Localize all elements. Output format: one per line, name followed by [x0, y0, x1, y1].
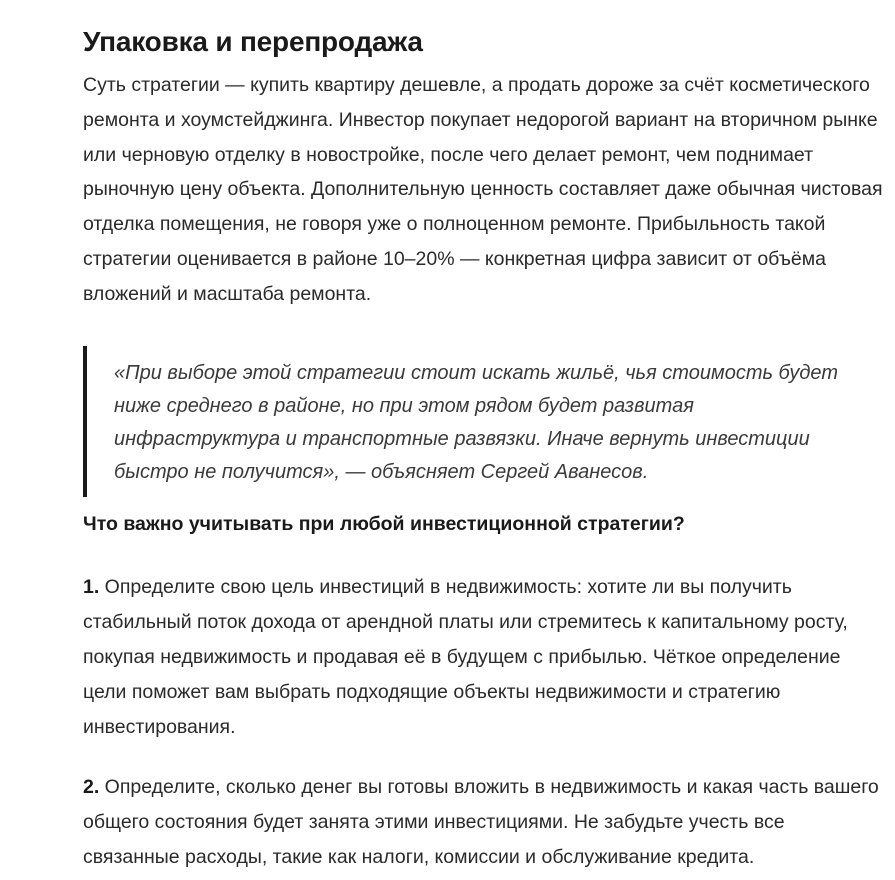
list-item-number: 2.	[83, 776, 100, 799]
list-item-text: Определите, сколько денег вы готовы вложить в недвижимость и какая часть вашего общего состояния будет занята этими инвестициями. Не забудьте учесть все связанные расходы, такие как налоги, комиссии и обслуживание кредита.	[83, 776, 879, 868]
expert-quote	[83, 346, 844, 498]
list-item-text: Определите свою цель инвестиций в недвижимость: хотите ли вы получить стабильный поток дохода от арендной платы или стремитесь к капитальному росту, покупая недвижимость и продавая её в будущем с прибылью. Чёткое определение цели поможет вам выбрать подходящие объекты недвижимости и стратегию инвестирования.	[83, 576, 848, 738]
tips-heading: Что важно учитывать при любой инвестиционной стратегии?	[83, 513, 685, 536]
article-body	[83, 0, 883, 875]
list-item	[83, 770, 883, 874]
section-heading: Упаковка и перепродажа	[83, 26, 423, 57]
strategy-paragraph: Суть стратегии — купить квартиру дешевле, а продать дороже за счёт косметического ремонта и хоумстейджинга. Инвестор покупает недорогой вариант на вторичном рынке или черновую отделку в новостройке, после чего делает ремонт, чем поднимает рыночную цену объекта. Дополнительную ценность составляет даже обычная чистовая отделка помещения, не говоря уже о полноценном ремонте. Прибыльность такой стратегии оценивается в районе 10–20% — конкретная цифра зависит от объёма вложений и масштаба ремонта.	[83, 74, 883, 305]
quote-attribution: — объясняет Сергей Аванесов.	[339, 461, 649, 484]
quote-text: «При выборе этой стратегии стоит искать жильё, чья стоимость будет ниже среднего в районе, но при этом рядом будет развитая инфраструктура и транспортные развязки. Иначе вернуть инвестиции быстро не получится»,	[114, 361, 838, 484]
list-item	[83, 570, 883, 744]
list-item-number: 1.	[83, 576, 100, 599]
